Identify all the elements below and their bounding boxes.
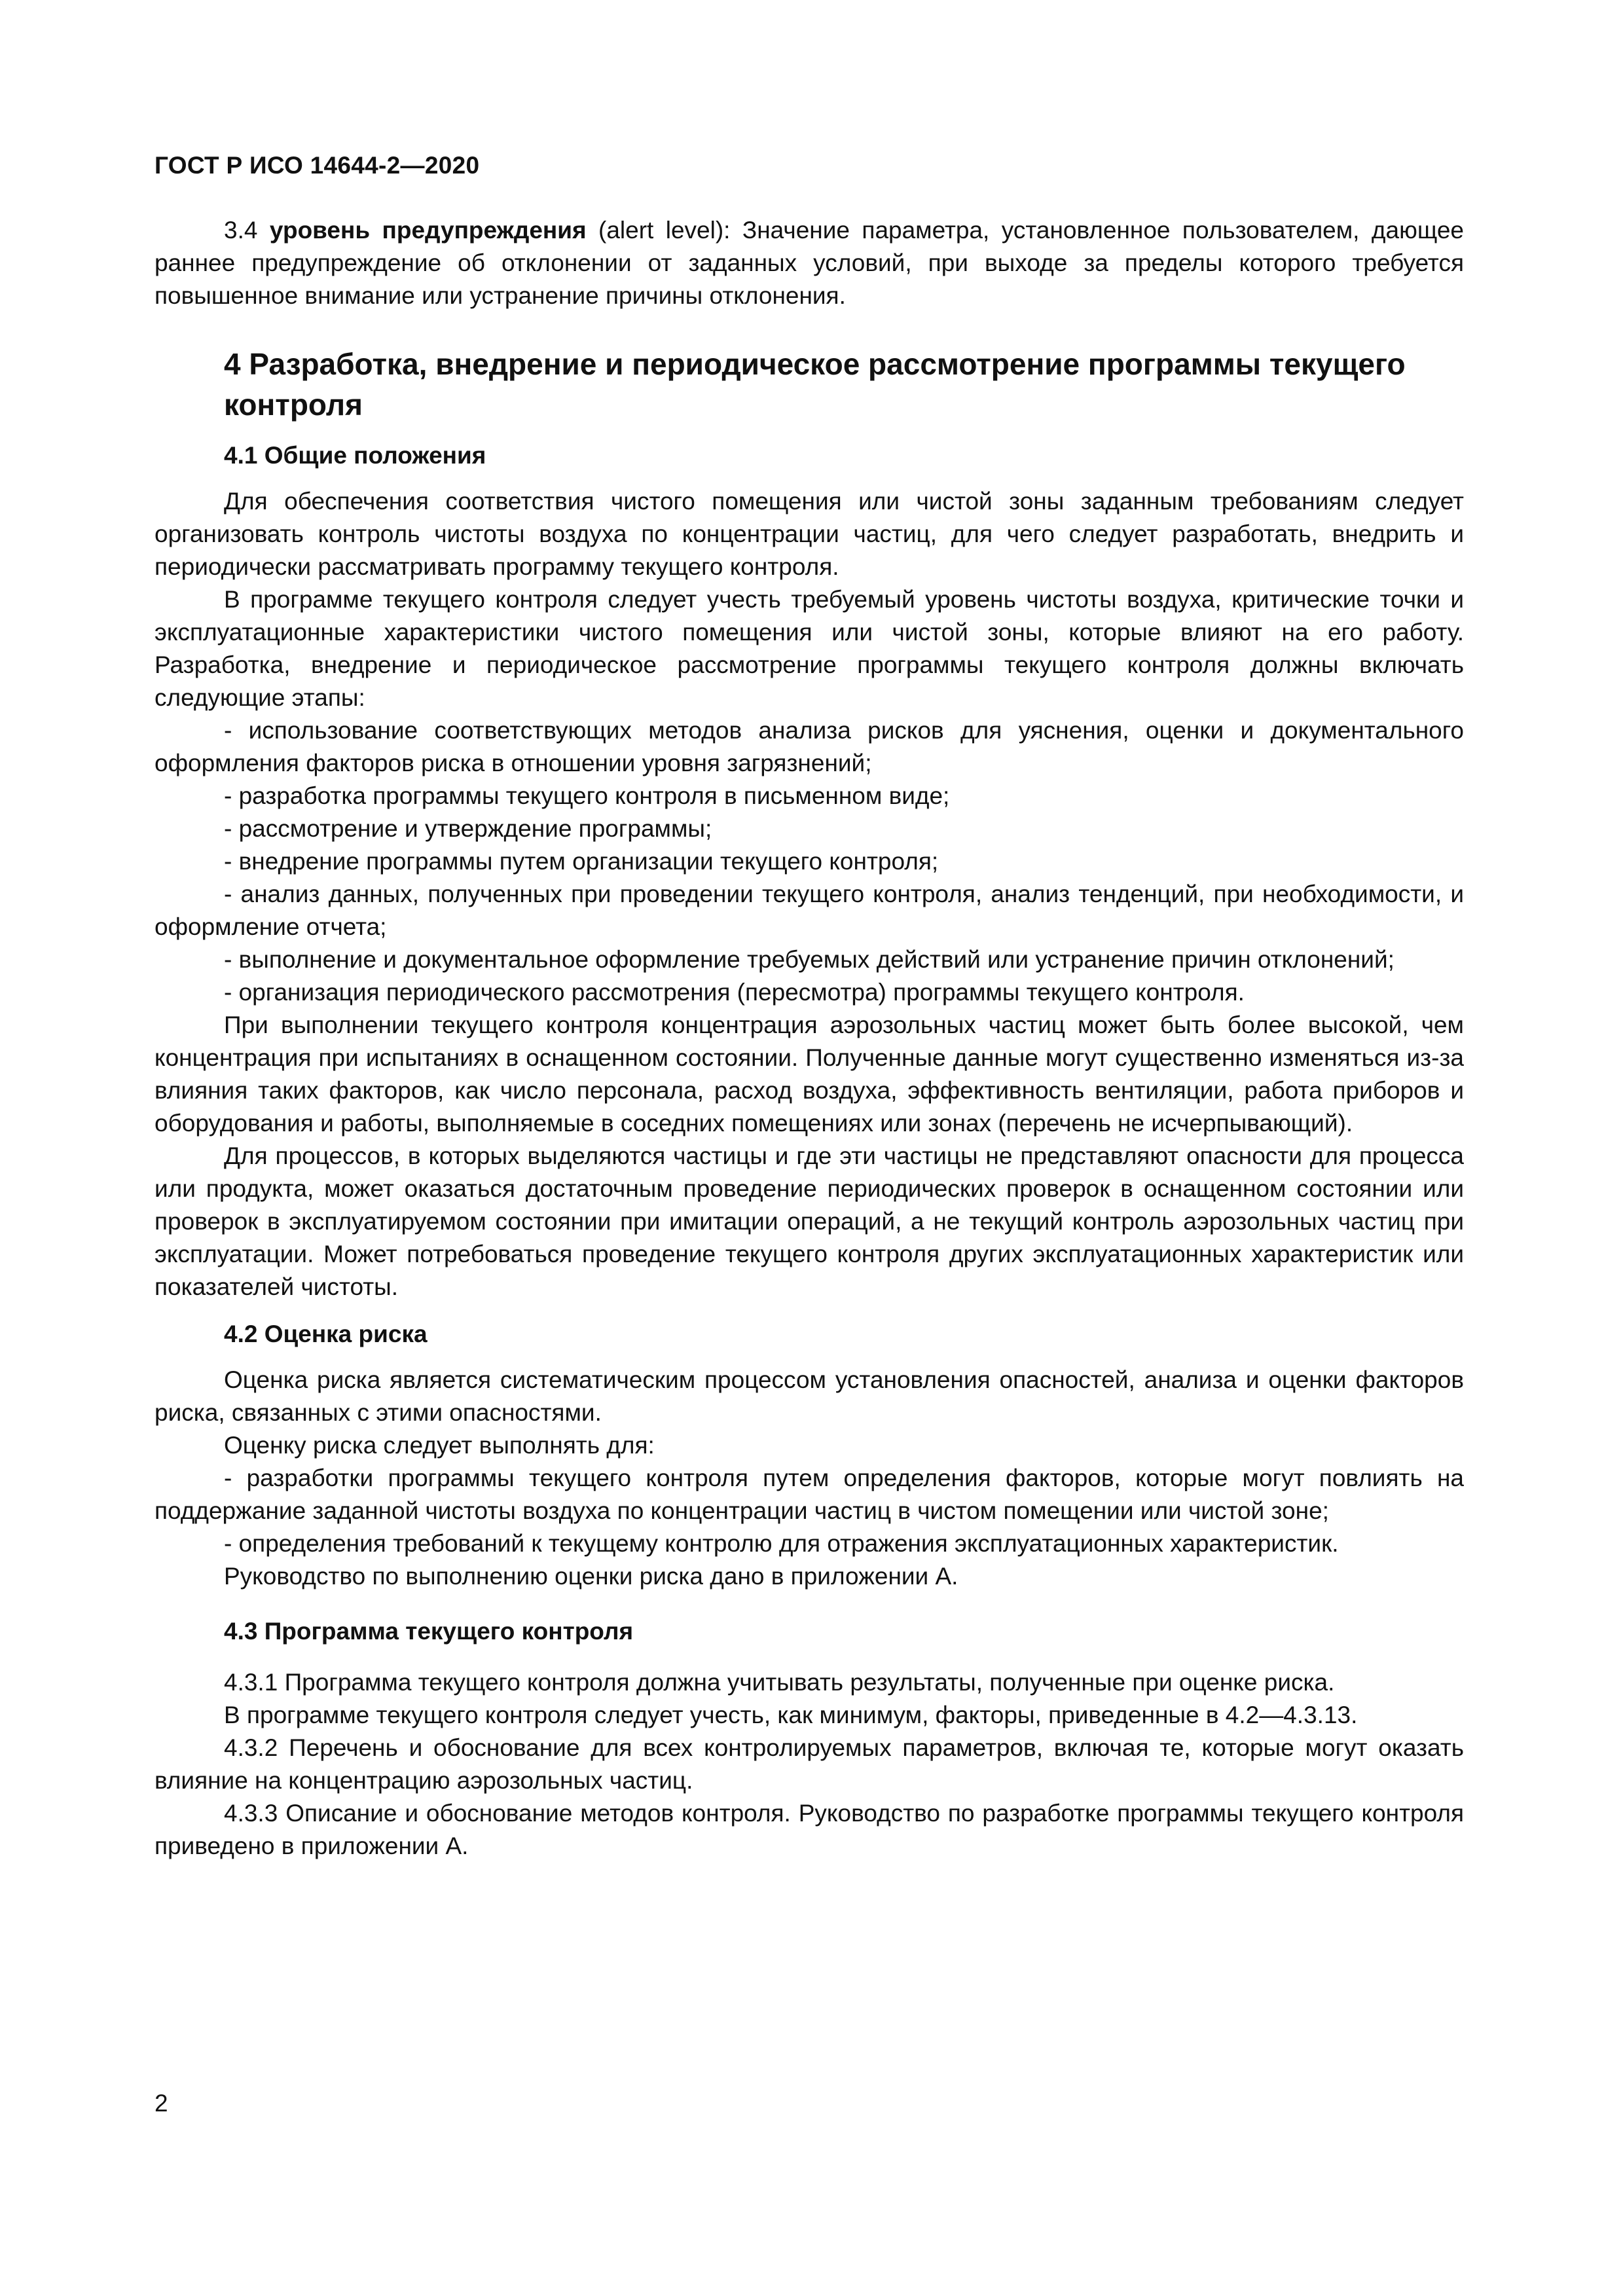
list-item: - использование соответствующих методов анализа рисков для уяснения, оценки и документального оформления факторов риска в отношении уровня загрязнений; [155,717,1464,776]
paragraph: Оценка риска является систематическим процессом установления опасностей, анализа и оценки факторов риска, связанных с этими опасностями. [155,1366,1464,1426]
definition-term: уровень предупреждения [269,217,587,244]
list-item: - организация периодического рассмотрения (пересмотра) программы текущего контроля. [224,979,1245,1006]
paragraph: Оценку риска следует выполнять для: [224,1432,655,1459]
page-number: 2 [155,2090,168,2117]
paragraph: 4.3.1 Программа текущего контроля должна учитывать результаты, полученные при оценке риска. [224,1669,1335,1696]
section-4-2-title: 4.2 Оценка риска [224,1321,428,1347]
paragraph: При выполнении текущего контроля концентрация аэрозольных частиц может быть более высокой, чем концентрация при испытаниях в оснащенном состоянии. Полученные данные могут существенно изменяться из-за влияния таких факторов, как число персонала, расход воздуха, эффективность вентиляции, работа приборов и оборудования и работы, выполняемые в соседних помещениях или зонах (перечень не исчерпывающий). [155,1011,1464,1137]
paragraph: Для обеспечения соответствия чистого помещения или чистой зоны заданным требованиям следует организовать контроль чистоты воздуха по концентрации частиц, для чего следует разработать, внедрить и периодически рассматривать программу текущего контроля. [155,488,1464,580]
list-item: - определения требований к текущему контролю для отражения эксплуатационных характеристик. [224,1530,1339,1557]
list-item: - внедрение программы путем организации текущего контроля; [224,848,939,875]
list-item: - разработка программы текущего контроля в письменном виде; [224,782,950,809]
list-item: - рассмотрение и утверждение программы; [224,815,712,842]
definition-number: 3.4 [224,217,258,244]
paragraph: 4.3.3 Описание и обоснование методов контроля. Руководство по разработке программы текущего контроля приведено в приложении А. [155,1800,1464,1859]
paragraph: В программе текущего контроля следует учесть, как минимум, факторы, приведенные в 4.2—4.3.13. [224,1702,1358,1728]
standard-code-header: ГОСТ Р ИСО 14644-2—2020 [155,152,480,179]
list-item: - разработки программы текущего контроля путем определения факторов, которые могут повлиять на поддержание заданной чистоты воздуха по концентрации частиц в чистом помещении или чистой зоне; [155,1465,1464,1524]
section-4-title: 4 Разработка, внедрение и периодическое рассмотрение программы текущего контроля [224,347,1406,422]
list-item: - анализ данных, полученных при проведении текущего контроля, анализ тенденций, при необходимости, и оформление отчета; [155,881,1464,940]
paragraph: Для процессов, в которых выделяются частицы и где эти частицы не представляют опасности для процесса или продукта, может оказаться достаточным проведение периодических проверок в оснащенном состоянии или проверок в эксплуатируемом состоянии при имитации операций, а не текущий контроль аэрозольных частиц при эксплуатации. Может потребоваться проведение текущего контроля других эксплуатационных характеристик или показателей чистоты. [155,1142,1464,1300]
list-item: - выполнение и документальное оформление требуемых действий или устранение причин отклонений; [224,946,1395,973]
definition-3-4 [155,214,1464,312]
section-4-1-title: 4.1 Общие положения [224,442,486,469]
paragraph: Руководство по выполнению оценки риска дано в приложении А. [224,1563,958,1590]
paragraph: В программе текущего контроля следует учесть требуемый уровень чистоты воздуха, критические точки и эксплуатационные характеристики чистого помещения или чистой зоны, которые влияют на его работу. Разработка, внедрение и периодическое рассмотрение программы текущего контроля должны включать следующие этапы: [155,586,1464,711]
page-body [155,214,1464,1863]
definition-text: (alert level): Значение параметра, установленное пользователем, дающее раннее предупреждение об отклонении от заданных условий, при выходе за пределы которого требуется повышенное внимание или устранение причины отклонения. [155,217,1464,309]
section-4-3-title: 4.3 Программа текущего контроля [224,1618,634,1645]
paragraph: 4.3.2 Перечень и обоснование для всех контролируемых параметров, включая те, которые могут оказать влияние на концентрацию аэрозольных частиц. [155,1734,1464,1794]
